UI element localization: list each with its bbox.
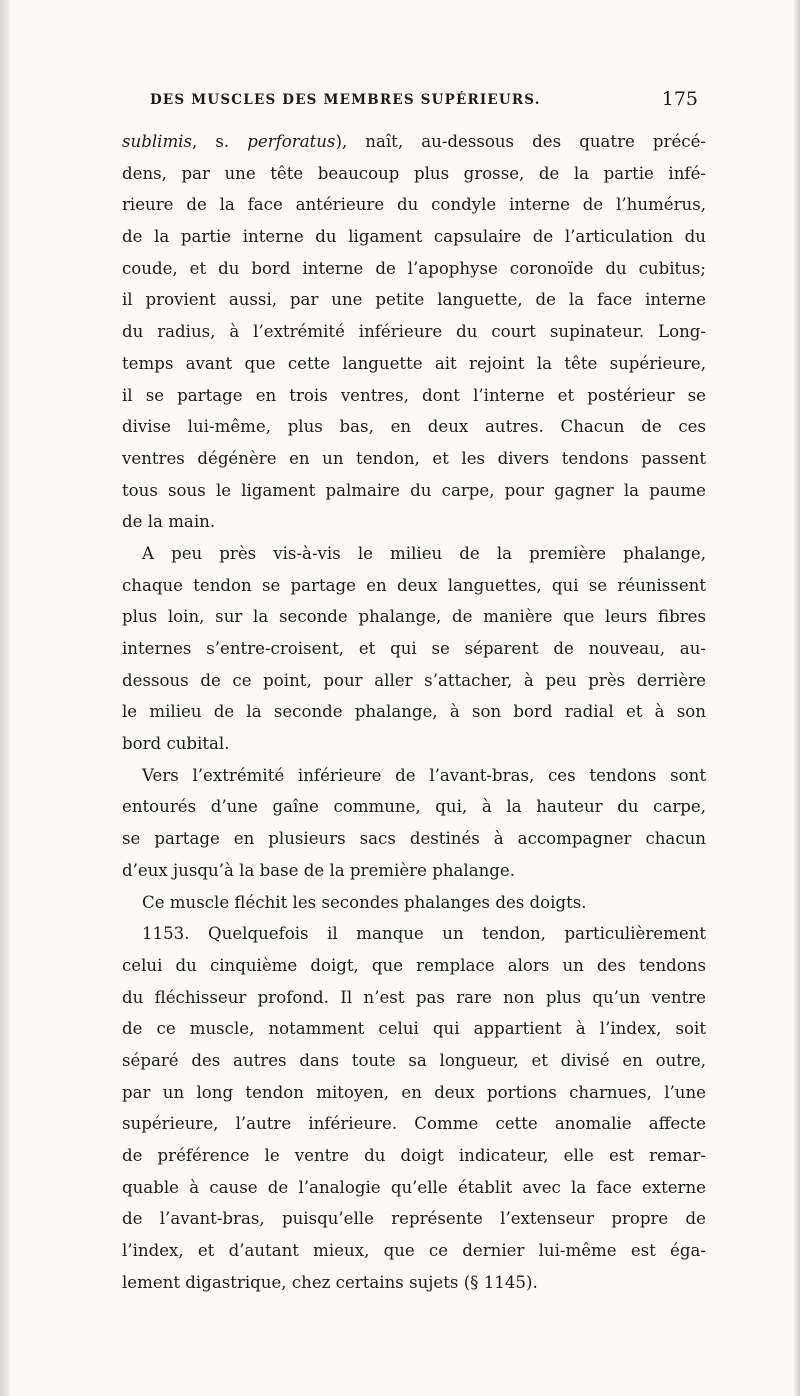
text-line: quable à cause de l’analogie qu’elle établit avec la face externe [122, 1177, 706, 1197]
text-line: 1153. Quelquefois il manque un tendon, particulièrement [142, 924, 706, 944]
text-line: internes s’entre-croisent, et qui se séparent de nouveau, au- [122, 639, 706, 658]
text-line: plus loin, sur la seconde phalange, de manière que leurs fibres [122, 607, 706, 627]
text-line: par un long tendon mitoyen, en deux portions charnues, l’une [122, 1082, 706, 1102]
text-line: divise lui-même, plus bas, en deux autres. Chacun de ces [122, 417, 706, 437]
text-line: du fléchisseur profond. Il n’est pas rare non plus qu’un ventre [122, 987, 706, 1007]
text-line: d’eux jusqu’à la base de la première phalange. [122, 860, 515, 880]
text-line: ventres dégénère en un tendon, et les divers tendons passent [122, 448, 706, 468]
text-line: de la main. [122, 512, 216, 532]
text-line: coude, et du bord interne de l’apophyse coronoïde du cubitus; [122, 258, 706, 278]
text-line: de la partie interne du ligament capsulaire de l’articulation du [122, 227, 706, 247]
body-text [122, 126, 706, 1298]
text-line: entourés d’une gaîne commune, qui, à la hauteur du carpe, [122, 797, 706, 817]
text-line: celui du cinquième doigt, que remplace alors un des tendons [122, 955, 706, 975]
page-number: 175 [661, 88, 698, 110]
running-head [150, 88, 698, 118]
page-edge-left [0, 0, 10, 1396]
text-line: se partage en plusieurs sacs destinés à accompagner chacun [122, 829, 706, 849]
text-line: rieure de la face antérieure du condyle interne de l’humérus, [122, 195, 706, 215]
text-line: temps avant que cette languette ait rejoint la tête supérieure, [122, 353, 706, 373]
text-line: supérieure, l’autre inférieure. Comme cette anomalie affecte [122, 1114, 706, 1134]
text-line: séparé des autres dans toute sa longueur, et divisé en outre, [122, 1050, 706, 1070]
text-line: de ce muscle, notamment celui qui appartient à l’index, soit [122, 1019, 706, 1039]
text-line: de préférence le ventre du doigt indicateur, elle est remar- [122, 1146, 706, 1165]
text-line: tous sous le ligament palmaire du carpe, pour gagner la paume [122, 480, 706, 500]
text-line: chaque tendon se partage en deux languettes, qui se réunissent [122, 575, 706, 595]
text-line: il se partage en trois ventres, dont l’interne et postérieur se [122, 385, 706, 405]
text-line: Ce muscle fléchit les secondes phalanges des doigts. [142, 892, 587, 912]
text-line: le milieu de la seconde phalange, à son bord radial et à son [122, 702, 706, 722]
text-line: du radius, à l’extrémité inférieure du court supinateur. Long- [122, 322, 706, 342]
text-line: sublimis, s. perforatus), naît, au-dessous des quatre précé- [122, 132, 706, 151]
text-line: lement digastrique, chez certains sujets (§ 1145). [122, 1272, 538, 1292]
text-line: l’index, et d’autant mieux, que ce dernier lui-même est éga- [122, 1241, 706, 1261]
text-line: dens, par une tête beaucoup plus grosse, de la partie infé- [122, 163, 706, 183]
running-head-title: DES MUSCLES DES MEMBRES SUPÉRIEURS. [150, 92, 541, 108]
text-line: de l’avant-bras, puisqu’elle représente l’extenseur propre de [122, 1209, 706, 1229]
text-line: dessous de ce point, pour aller s’attacher, à peu près derrière [122, 670, 706, 690]
text-line: bord cubital. [122, 734, 230, 754]
text-line: il provient aussi, par une petite languette, de la face interne [122, 290, 706, 310]
text-line: A peu près vis-à-vis le milieu de la première phalange, [142, 543, 706, 563]
text-line: Vers l’extrémité inférieure de l’avant-bras, ces tendons sont [142, 765, 706, 785]
page-edge-right [794, 0, 800, 1396]
